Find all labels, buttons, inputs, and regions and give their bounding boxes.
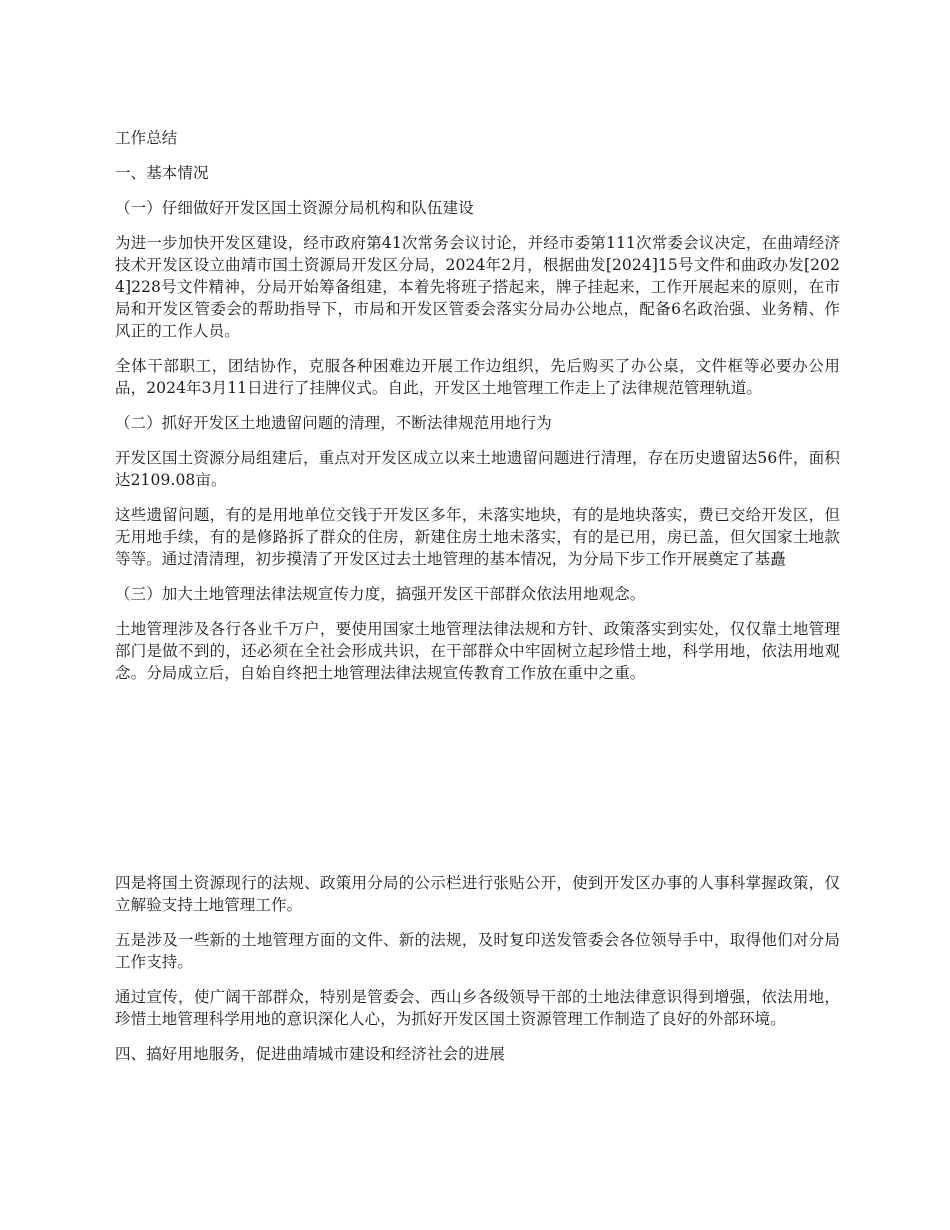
subsection-3-heading: （三）加大土地管理法律法规宣传力度，搞强开发区干部群众依法用地观念。 (115, 585, 646, 603)
paragraph: 四是将国土资源现行的法规、政策用分局的公示栏进行张贴公开，使到开发区办事的人事科掌握政策，仅立解验支持土地管理工作。 (115, 874, 840, 914)
document-body-lower (115, 872, 840, 1078)
paragraph: 全体干部职工，团结协作，克服各种困难边开展工作边组织，先后购买了办公桌，文件框等必要办公用品，2024年3月11日进行了挂牌仪式。自此，开发区土地管理工作走上了法律规范管理轨道。 (115, 357, 840, 397)
paragraph: 为进一步加快开发区建设，经市政府第41次常务会议讨论，并经市委第111次常委会议决定，在曲靖经济技术开发区设立曲靖市国土资源局开发区分局，2024年2月，根据曲发[2024]15号文件和曲政办发[2024]228号文件精神，分局开始筹备组建，本着先将班子搭起来，牌子挂起来，工作开展起来的原则，在市局和开发区管委会的帮助指导下，市局和开发区管委会落实分局办公地点，配备6名政治强、业务精、作风正的工作人员。 (115, 234, 840, 340)
subsection-2-heading: （二）抓好开发区土地遗留问题的清理，不断法律规范用地行为 (115, 414, 552, 432)
paragraph: 五是涉及一些新的土地管理方面的文件、新的法规，及时复印送发管委会各位领导手中，取得他们对分局工作支持。 (115, 931, 840, 971)
paragraph: 这些遗留问题，有的是用地单位交钱于开发区多年，未落实地块，有的是地块落实，费已交给开发区，但无用地手续，有的是修路拆了群众的住房，新建住房土地未落实，有的是已用，房已盖，但欠国家土地款等等。通过清清理，初步摸清了开发区过去土地管理的基本情况，为分局下步工作开展奠定了基矗 (115, 506, 840, 568)
subsection-1-heading: （一）仔细做好开发区国土资源分局机构和队伍建设 (115, 199, 474, 217)
document-body-upper (115, 127, 840, 697)
paragraph: 土地管理涉及各行各业千万户，要使用国家土地管理法律法规和方针、政策落实到实处，仅仅靠土地管理部门是做不到的，还必须在全社会形成共识，在干部群众中牢固树立起珍惜土地，科学用地，依法用地观念。分局成立后，自始自终把土地管理法律法规宣传教育工作放在重中之重。 (115, 620, 840, 682)
section-1-heading: 一、基本情况 (115, 164, 209, 182)
section-4-heading: 四、搞好用地服务，促进曲靖城市建设和经济社会的进展 (115, 1045, 506, 1063)
paragraph: 开发区国土资源分局组建后，重点对开发区成立以来土地遗留问题进行清理，存在历史遗留达56件，面积达2109.08亩。 (115, 449, 840, 489)
document-title: 工作总结 (115, 129, 178, 147)
paragraph: 通过宣传，使广阔干部群众，特别是管委会、西山乡各级领导干部的土地法律意识得到增强，依法用地，珍惜土地管理科学用地的意识深化人心，为抓好开发区国土资源管理工作制造了良好的外部环境。 (115, 988, 840, 1028)
